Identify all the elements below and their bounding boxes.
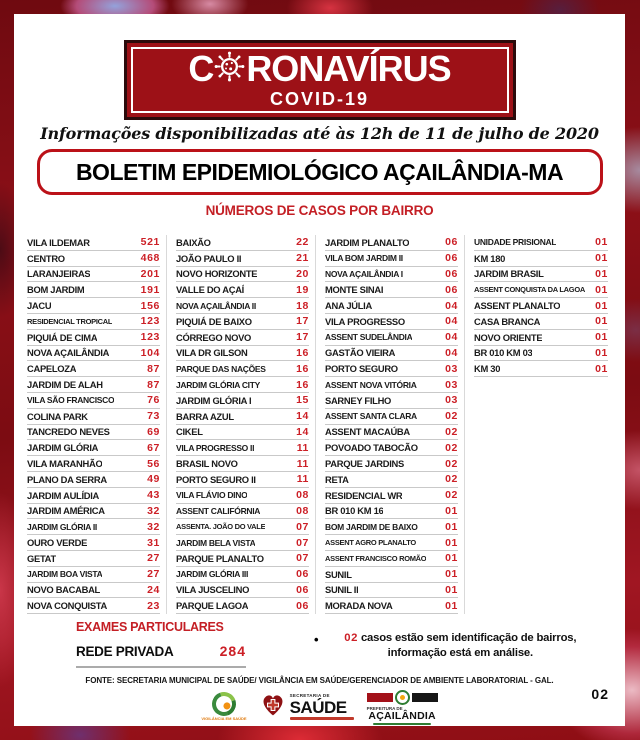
case-count: 20 <box>296 267 309 280</box>
case-count: 01 <box>445 536 458 549</box>
case-row <box>27 377 160 393</box>
bairro-name: BOM JARDIM DE BAIXO <box>325 521 418 532</box>
case-row <box>325 267 458 283</box>
case-count: 01 <box>595 252 608 265</box>
saude-small-label: SECRETARIA DE <box>289 693 330 699</box>
case-row <box>27 488 160 504</box>
case-row <box>176 583 309 599</box>
case-row <box>27 425 160 441</box>
case-count: 01 <box>445 504 458 517</box>
case-count: 01 <box>595 331 608 344</box>
case-row <box>325 298 458 314</box>
prefeitura-small-label: PREFEITURA DE <box>366 706 403 711</box>
case-count: 23 <box>147 599 160 612</box>
unidentified-cases-note <box>314 631 594 661</box>
bairro-name: PARQUE LAGOA <box>176 600 249 612</box>
case-count: 201 <box>140 267 160 280</box>
bairro-name: PARQUE DAS NAÇÕES <box>176 363 266 374</box>
bairro-name: JARDIM PLANALTO <box>325 236 410 248</box>
case-row <box>325 519 458 535</box>
cases-column-1 <box>27 235 167 614</box>
case-count: 01 <box>595 236 608 249</box>
bulletin-title-box <box>37 149 603 195</box>
case-count: 21 <box>296 252 309 265</box>
case-count: 02 <box>445 489 458 502</box>
case-row <box>474 314 608 330</box>
case-row <box>176 425 309 441</box>
case-row <box>27 314 160 330</box>
case-row <box>325 346 458 362</box>
case-row <box>27 456 160 472</box>
bairro-name: RESIDENCIAL WR <box>325 489 403 501</box>
bairro-name: KM 180 <box>474 252 506 264</box>
case-count: 01 <box>445 520 458 533</box>
bairro-name: PLANO DA SERRA <box>27 473 107 485</box>
case-count: 31 <box>147 536 160 549</box>
case-count: 27 <box>147 552 160 565</box>
bairro-name: BR 010 KM 03 <box>474 347 533 359</box>
case-count: 06 <box>296 583 309 596</box>
case-row <box>27 361 160 377</box>
bairro-name: NOVA AÇAILÂNDIA II <box>176 300 256 311</box>
case-row <box>474 346 608 362</box>
case-count: 03 <box>445 362 458 375</box>
case-row <box>27 409 160 425</box>
case-count: 07 <box>296 520 309 533</box>
case-count: 04 <box>445 299 458 312</box>
case-row <box>474 330 608 346</box>
bairro-name: VILA FLÁVIO DINO <box>176 490 248 501</box>
case-row <box>27 519 160 535</box>
case-count: 87 <box>147 378 160 391</box>
case-row <box>474 298 608 314</box>
case-count: 22 <box>296 236 309 249</box>
case-count: 156 <box>140 299 160 312</box>
case-row <box>27 282 160 298</box>
note-count: 02 <box>344 632 359 644</box>
bulletin-title: BOLETIM EPIDEMIOLÓGICO AÇAILÂNDIA-MA <box>75 159 564 185</box>
bairro-name: TANCREDO NEVES <box>27 426 110 438</box>
case-count: 123 <box>140 315 160 328</box>
case-count: 01 <box>445 599 458 612</box>
case-row <box>325 504 458 520</box>
vigilancia-label: VIGILÂNCIA EM SAÚDE <box>201 716 247 722</box>
case-row <box>176 488 309 504</box>
case-row <box>325 551 458 567</box>
bairro-name: ASSENT NOVA VITÓRIA <box>325 379 417 390</box>
exames-particulares-block <box>76 620 246 668</box>
source-line: FONTE: SECRETARIA MUNICIPAL DE SAÚDE/ VIGILÂNCIA EM SAÚDE/GERENCIADOR DE AMBIENTE LABORATORIAL - GAL. <box>85 676 554 685</box>
case-row <box>325 488 458 504</box>
bairro-name: BOM JARDIM <box>27 284 85 296</box>
case-count: 01 <box>445 568 458 581</box>
bairro-name: VALLE DO AÇAÍ <box>176 284 244 296</box>
bairro-name: JARDIM BRASIL <box>474 268 544 280</box>
case-row <box>176 235 309 251</box>
case-row <box>325 583 458 599</box>
case-count: 01 <box>595 362 608 375</box>
bairro-name: VILA PROGRESSO <box>325 315 405 327</box>
case-count: 17 <box>296 331 309 344</box>
bairro-name: MORADA NOVA <box>325 600 393 612</box>
case-count: 11 <box>296 441 309 454</box>
case-row <box>27 551 160 567</box>
case-row <box>474 267 608 283</box>
cases-by-bairro-table <box>27 235 614 614</box>
rede-privada-row <box>76 643 246 668</box>
case-row <box>474 251 608 267</box>
bairro-name: POVOADO TABOCÃO <box>325 442 418 454</box>
case-row <box>27 567 160 583</box>
case-row <box>325 251 458 267</box>
case-row <box>325 456 458 472</box>
bairro-name: UNIDADE PRISIONAL <box>474 237 557 248</box>
case-count: 15 <box>296 394 309 407</box>
bairro-name: VILA DR GILSON <box>176 347 248 359</box>
case-count: 06 <box>445 252 458 265</box>
case-count: 521 <box>140 236 160 249</box>
cases-column-3 <box>325 235 465 614</box>
bairro-name: ASSENTA. JOÃO DO VALE <box>176 522 266 532</box>
case-row <box>176 298 309 314</box>
case-row <box>27 535 160 551</box>
case-count: 468 <box>140 252 160 265</box>
case-row <box>176 393 309 409</box>
bullet-icon: • <box>314 632 319 647</box>
bairro-name: ASSENT AGRO PLANALTO <box>325 538 416 548</box>
bulletin-content <box>14 14 625 726</box>
bairro-name: PORTO SEGURO <box>325 363 398 375</box>
bairro-name: COLINA PARK <box>27 410 88 422</box>
bairro-name: JARDIM BOA VISTA <box>27 569 103 580</box>
case-count: 17 <box>296 315 309 328</box>
virus-icon <box>214 51 245 88</box>
case-row <box>325 440 458 456</box>
case-row <box>176 519 309 535</box>
bairro-name: MONTE SINAI <box>325 284 384 296</box>
bairro-name: ASSENT PLANALTO <box>474 300 561 312</box>
case-count: 01 <box>595 267 608 280</box>
prefeitura-emblem-icon <box>395 690 410 705</box>
rede-privada-label: REDE PRIVADA <box>76 644 174 659</box>
case-row <box>176 598 309 614</box>
bairro-name: SUNIL <box>325 568 352 580</box>
case-count: 18 <box>296 299 309 312</box>
case-row <box>325 535 458 551</box>
case-row <box>27 251 160 267</box>
bairro-name: RESIDENCIAL TROPICAL <box>27 316 113 326</box>
case-row <box>176 377 309 393</box>
case-row <box>325 425 458 441</box>
bairro-name: VILA PROGRESSO II <box>176 442 255 453</box>
case-count: 06 <box>296 599 309 612</box>
info-date-line: Informações disponibilizadas até às 12h de 11 de julho de 2020 <box>40 124 599 143</box>
case-row <box>176 472 309 488</box>
case-count: 06 <box>445 236 458 249</box>
bairro-name: VILA JUSCELINO <box>176 584 250 596</box>
case-count: 02 <box>445 425 458 438</box>
case-row <box>325 235 458 251</box>
case-count: 08 <box>296 489 309 502</box>
bairro-name: CIKEL <box>176 426 203 438</box>
case-count: 04 <box>445 346 458 359</box>
bairro-name: ASSENT MACAÚBA <box>325 426 410 438</box>
bairro-name: PARQUE PLANALTO <box>176 552 264 564</box>
case-row <box>176 314 309 330</box>
case-count: 07 <box>296 536 309 549</box>
vigilancia-saude-logo <box>201 692 246 722</box>
banner-title <box>188 48 451 89</box>
bairro-name: RETA <box>325 473 349 485</box>
saude-logo-text <box>290 694 354 720</box>
bairro-name: OURO VERDE <box>27 537 88 549</box>
case-row <box>176 567 309 583</box>
bairro-name: JARDIM DE ALAH <box>27 379 103 391</box>
banner-title-pre: C <box>188 48 214 89</box>
case-row <box>176 504 309 520</box>
bairro-name: ANA JÚLIA <box>325 300 372 312</box>
bairro-name: NOVA AÇAILÂNDIA <box>27 347 110 359</box>
bairro-name: GASTÃO VIEIRA <box>325 347 396 359</box>
case-row <box>325 282 458 298</box>
case-row <box>27 393 160 409</box>
bairro-name: VILA ILDEMAR <box>27 236 90 248</box>
case-count: 27 <box>147 568 160 581</box>
case-row <box>27 298 160 314</box>
case-count: 01 <box>445 552 458 565</box>
bairro-name: JARDIM AULÍDIA <box>27 489 100 501</box>
saude-tagline-bar <box>290 717 354 720</box>
bairro-name: SARNEY FILHO <box>325 394 392 406</box>
case-count: 01 <box>595 346 608 359</box>
case-count: 02 <box>445 441 458 454</box>
prefeitura-label: AÇAILÂNDIA <box>368 710 436 722</box>
bairro-name: JARDIM GLÓRIA III <box>176 569 249 580</box>
case-count: 01 <box>595 315 608 328</box>
case-count: 43 <box>147 489 160 502</box>
bairro-name: PORTO SEGURO II <box>176 473 256 485</box>
case-count: 69 <box>147 425 160 438</box>
bairro-name: GETAT <box>27 552 56 564</box>
case-count: 76 <box>147 394 160 407</box>
bairro-name: BR 010 KM 16 <box>325 505 384 517</box>
case-count: 87 <box>147 362 160 375</box>
bairro-name: CENTRO <box>27 252 65 264</box>
bairro-name: ASSENT SANTA CLARA <box>325 411 417 422</box>
bairro-name: BRASIL NOVO <box>176 458 238 470</box>
case-row <box>176 440 309 456</box>
bairro-name: JARDIM AMÉRICA <box>27 505 105 517</box>
bairro-name: JARDIM BELA VISTA <box>176 537 256 548</box>
cases-column-2 <box>176 235 316 614</box>
bairro-name: BARRA AZUL <box>176 410 234 422</box>
case-row <box>176 267 309 283</box>
bairro-name: LARANJEIRAS <box>27 268 91 280</box>
case-row <box>176 330 309 346</box>
case-count: 04 <box>445 331 458 344</box>
case-count: 11 <box>296 473 309 486</box>
case-count: 01 <box>595 283 608 296</box>
secretaria-saude-logo <box>260 693 354 722</box>
case-row <box>325 472 458 488</box>
coronavirus-banner <box>124 40 516 120</box>
case-row <box>176 551 309 567</box>
case-count: 01 <box>595 299 608 312</box>
case-row <box>325 567 458 583</box>
case-count: 06 <box>296 568 309 581</box>
case-count: 67 <box>147 441 160 454</box>
case-count: 02 <box>445 457 458 470</box>
bairro-name: VILA MARANHÃO <box>27 458 103 470</box>
banner-subtitle: COVID-19 <box>269 88 370 109</box>
case-count: 16 <box>296 378 309 391</box>
bairro-name: PIQUIÁ DE CIMA <box>27 331 98 343</box>
heart-cross-icon <box>260 693 286 722</box>
saude-label: SAÚDE <box>289 697 347 717</box>
case-count: 01 <box>445 583 458 596</box>
cases-column-4 <box>474 235 614 614</box>
rede-privada-count: 284 <box>219 643 246 659</box>
case-count: 06 <box>445 267 458 280</box>
case-count: 16 <box>296 346 309 359</box>
case-count: 32 <box>147 520 160 533</box>
case-row <box>325 361 458 377</box>
case-row <box>474 235 608 251</box>
bairro-name: JACU <box>27 300 52 312</box>
case-row <box>474 282 608 298</box>
bairro-name: SUNIL II <box>325 584 359 596</box>
case-count: 06 <box>445 283 458 296</box>
bairro-name: BAIXÃO <box>176 236 211 248</box>
case-count: 02 <box>445 410 458 423</box>
case-count: 104 <box>140 346 160 359</box>
bairro-name: ASSENT FRANCISCO ROMÃO <box>325 553 427 563</box>
bairro-name: ASSENT CONQUISTA DA LAGOA <box>474 285 585 295</box>
bairro-name: ASSENT CALIFÓRNIA <box>176 505 261 516</box>
case-row <box>474 361 608 377</box>
case-row <box>27 583 160 599</box>
case-row <box>176 456 309 472</box>
case-row <box>325 377 458 393</box>
case-row <box>176 346 309 362</box>
bairro-name: CASA BRANCA <box>474 315 541 327</box>
case-row <box>27 235 160 251</box>
exames-title: EXAMES PARTICULARES <box>76 620 224 634</box>
case-row <box>27 504 160 520</box>
case-count: 19 <box>296 283 309 296</box>
case-count: 49 <box>147 473 160 486</box>
bairro-name: JARDIM GLÓRIA I <box>176 394 252 406</box>
case-count: 03 <box>445 394 458 407</box>
bairro-name: JARDIM GLÓRIA <box>27 442 99 454</box>
page-number: 02 <box>591 686 609 702</box>
prefeitura-flag-icon <box>367 690 438 705</box>
coronavirus-banner-inner <box>131 47 509 113</box>
case-row <box>325 409 458 425</box>
prefeitura-tagline-bar <box>373 723 431 725</box>
case-count: 16 <box>296 362 309 375</box>
case-row <box>176 282 309 298</box>
case-count: 14 <box>296 425 309 438</box>
bairro-name: NOVA AÇAILÂNDIA I <box>325 268 403 279</box>
case-row <box>325 393 458 409</box>
bairro-name: JARDIM GLÓRIA II <box>27 521 97 532</box>
case-row <box>325 598 458 614</box>
footer-logos <box>14 690 625 725</box>
bairro-name: ASSENT SUDELÂNDIA <box>325 332 413 343</box>
bairro-name: PIQUIÁ DE BAIXO <box>176 315 252 327</box>
bairro-name: VILA BOM JARDIM II <box>325 253 403 264</box>
case-count: 56 <box>147 457 160 470</box>
case-count: 08 <box>296 504 309 517</box>
case-count: 02 <box>445 473 458 486</box>
case-row <box>176 535 309 551</box>
case-count: 07 <box>296 552 309 565</box>
case-row <box>27 598 160 614</box>
bairro-name: VILA SÃO FRANCISCO <box>27 395 115 406</box>
case-row <box>325 314 458 330</box>
case-count: 04 <box>445 315 458 328</box>
bairro-name: PARQUE JARDINS <box>325 458 404 470</box>
bairro-name: JARDIM GLÓRIA CITY <box>176 379 261 390</box>
case-row <box>176 361 309 377</box>
note-text <box>327 631 594 661</box>
case-count: 191 <box>140 283 160 296</box>
prefeitura-acailandia-logo <box>367 690 438 725</box>
bairro-name: CAPELOZA <box>27 363 77 375</box>
case-count: 11 <box>296 457 309 470</box>
banner-title-post: RONAVÍRUS <box>246 48 451 89</box>
case-row <box>27 330 160 346</box>
case-row <box>27 346 160 362</box>
note-body: casos estão sem identificação de bairros, informação está em análise. <box>360 632 577 659</box>
bairro-name: NOVO BACABAL <box>27 584 100 596</box>
case-count: 73 <box>147 410 160 423</box>
case-count: 32 <box>147 504 160 517</box>
case-count: 24 <box>147 583 160 596</box>
section-heading: NÚMEROS DE CASOS POR BAIRRO <box>205 203 434 218</box>
bairro-name: NOVO ORIENTE <box>474 331 543 343</box>
bairro-name: NOVO HORIZONTE <box>176 268 258 280</box>
case-count: 03 <box>445 378 458 391</box>
case-row <box>27 267 160 283</box>
case-count: 14 <box>296 410 309 423</box>
case-count: 123 <box>140 331 160 344</box>
case-row <box>325 330 458 346</box>
case-row <box>27 472 160 488</box>
case-row <box>176 409 309 425</box>
bairro-name: JOÃO PAULO II <box>176 252 242 264</box>
bairro-name: KM 30 <box>474 363 501 375</box>
bairro-name: NOVA CONQUISTA <box>27 600 107 612</box>
case-row <box>176 251 309 267</box>
case-row <box>27 440 160 456</box>
bairro-name: CÓRREGO NOVO <box>176 331 252 343</box>
